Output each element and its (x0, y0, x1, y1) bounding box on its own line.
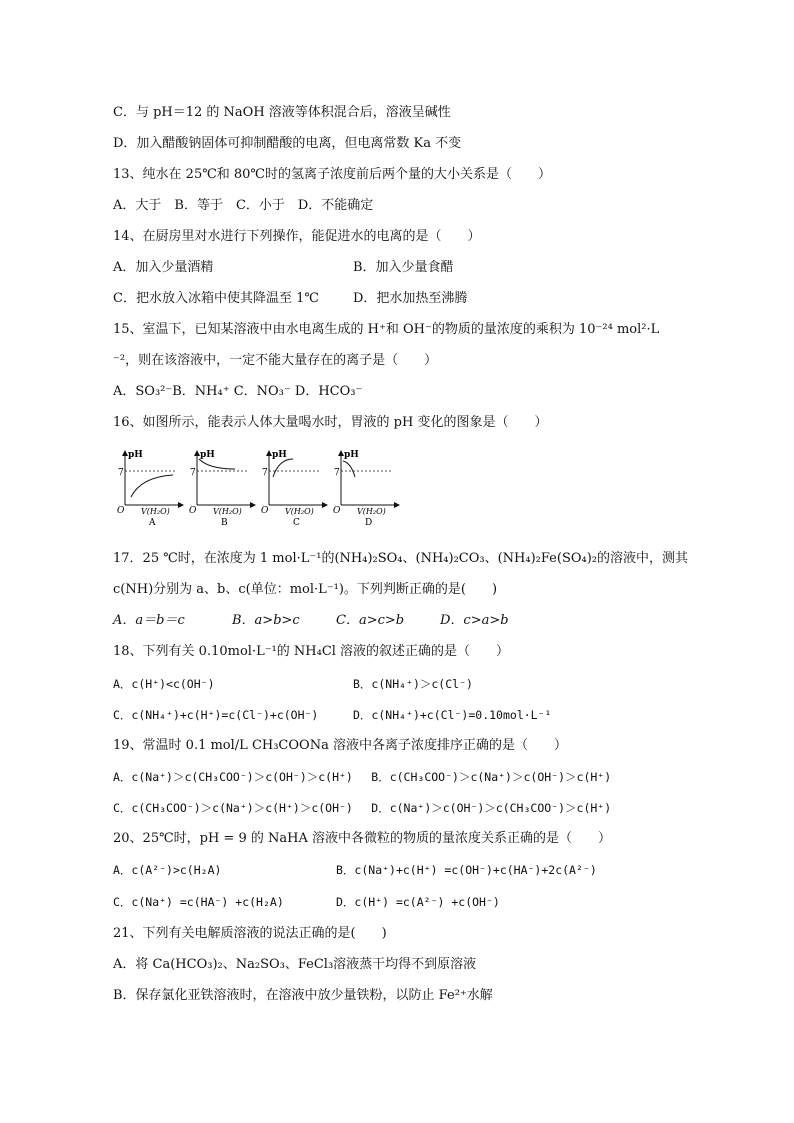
panel-label-c: C (293, 518, 300, 528)
option-a: A．将 Ca(HCO₃)₂、Na₂SO₃、FeCl₃溶液蒸干均得不到原溶液 (113, 957, 477, 972)
y-tick-7: 7 (334, 468, 340, 478)
graph-panel-b (189, 450, 255, 528)
option-b: B．保存氯化亚铁溶液时，在溶液中放少量铁粉，以防止 Fe²⁺水解 (113, 988, 493, 1003)
x-axis-label: V(H₂O) (213, 507, 242, 516)
question-17-cont: c(NH)分别为 a、b、c(单位：mol·L⁻¹)。下列判断正确的是( ) (113, 582, 498, 597)
question-15-cont: ⁻²，则在该溶液中，一定不能大量存在的离子是（ ） (113, 353, 438, 368)
curve-a (131, 475, 173, 497)
option-b: B．加入少量食醋 (353, 260, 454, 275)
option-b: B．c(NH₄⁺)＞c(Cl⁻) (353, 677, 473, 691)
option-a: A．c(H⁺)<c(OH⁻) (113, 677, 215, 691)
panel-label-a: A (149, 518, 156, 528)
option-a: A．加入少量酒精 (113, 260, 214, 275)
panel-label-d: D (365, 518, 373, 528)
graph-panel-c (261, 450, 327, 528)
x-axis-label: V(H₂O) (141, 507, 170, 516)
question-19-options-cd: C．c(CH₃COO⁻)＞c(Na⁺)＞c(H⁺)＞c(OH⁻) D．c(Na⁺)＞c(OH⁻)＞c(CH₃COO⁻)＞c(H⁺) (113, 801, 612, 815)
option-d: D．c>a>b (440, 613, 509, 628)
curve-b (199, 459, 235, 469)
origin-label: O (333, 506, 341, 516)
option-c: C．把水放入冰箱中使其降温至 1℃ (113, 291, 319, 306)
y-tick-7: 7 (118, 468, 124, 478)
question-16: 16、如图所示，能表示人体大量喝水时，胃液的 pH 变化的图象是（ ） (113, 415, 548, 430)
question-18: 18、下列有关 0.10mol·L⁻¹的 NH₄Cl 溶液的叙述正确的是（ ） (113, 644, 510, 659)
y-axis-label: pH (200, 450, 215, 460)
graph-panel-a (117, 450, 183, 528)
question-19-options-ab: A．c(Na⁺)＞c(CH₃COO⁻)＞c(OH⁻)＞c(H⁺) B．c(CH₃COO⁻)＞c(Na⁺)＞c(OH⁻)＞c(H⁺) (113, 770, 612, 784)
origin-label: O (261, 506, 269, 516)
x-axis-label: V(H₂O) (285, 507, 314, 516)
panel-label-b: B (221, 518, 228, 528)
y-axis-label: pH (272, 450, 287, 460)
option-b: B．c(Na⁺)+c(H⁺) =c(OH⁻)+c(HA⁻)+2c(A²⁻) (336, 863, 597, 877)
y-axis-label: pH (128, 450, 143, 460)
option-line: C．与 pH＝12 的 NaOH 溶液等体积混合后，溶液呈碱性 (113, 105, 451, 120)
option-c: C．a>c>b (336, 613, 405, 628)
y-tick-7: 7 (262, 468, 268, 478)
option-c: C．c(Na⁺) =c(HA⁻) +c(H₂A) (113, 895, 284, 909)
question-20: 20、25℃时，pH = 9 的 NaHA 溶液中各微粒的物质的量浓度关系正确的是（ ） (113, 831, 611, 846)
option-d: D．把水加热至沸腾 (353, 291, 468, 306)
option-d: D．c(H⁺) =c(A²⁻) +c(OH⁻) (336, 895, 500, 909)
question-13: 13、纯水在 25℃和 80℃时的氢离子浓度前后两个量的大小关系是（ ） (113, 167, 551, 182)
curve-c (273, 459, 293, 477)
option-line: D．加入醋酸钠固体可抑制醋酸的电离，但电离常数 Ka 不变 (113, 136, 462, 151)
origin-label: O (189, 506, 197, 516)
origin-label: O (117, 506, 125, 516)
option-a: A．c(A²⁻)>c(H₂A) (113, 863, 222, 877)
y-tick-7: 7 (190, 468, 196, 478)
graph-panel-d (333, 450, 399, 528)
question-15-options: A．SO₃²⁻B．NH₄⁺ C．NO₃⁻ D．HCO₃⁻ (113, 384, 363, 399)
option-c: C．c(NH₄⁺)+c(H⁺)=c(Cl⁻)+c(OH⁻) (113, 708, 319, 722)
ph-graphs-figure (115, 447, 415, 532)
curve-d (343, 461, 355, 477)
question-13-options: A．大于 B．等于 C．小于 D．不能确定 (113, 198, 374, 213)
option-b: B．a>b>c (232, 613, 300, 628)
question-14: 14、在厨房里对水进行下列操作，能促进水的电离的是（ ） (113, 229, 481, 244)
option-a: A．a＝b＝c (113, 613, 185, 628)
x-axis-label: V(H₂O) (357, 507, 386, 516)
y-axis-label: pH (344, 450, 359, 460)
question-19: 19、常温时 0.1 mol/L CH₃COONa 溶液中各离子浓度排序正确的是（ ） (113, 738, 567, 753)
option-d: D．c(NH₄⁺)+c(Cl⁻)=0.10mol·L⁻¹ (353, 708, 552, 722)
question-21: 21、下列有关电解质溶液的说法正确的是( ) (113, 926, 387, 941)
question-17: 17．25 ℃时，在浓度为 1 mol·L⁻¹的(NH₄)₂SO₄、(NH₄)₂CO₃、(NH₄)₂Fe(SO₄)₂的溶液中，测其 (113, 551, 689, 566)
question-15: 15、室温下，已知某溶液中由水电离生成的 H⁺和 OH⁻的物质的量浓度的乘积为 10⁻²⁴ mol²·L (113, 322, 660, 337)
